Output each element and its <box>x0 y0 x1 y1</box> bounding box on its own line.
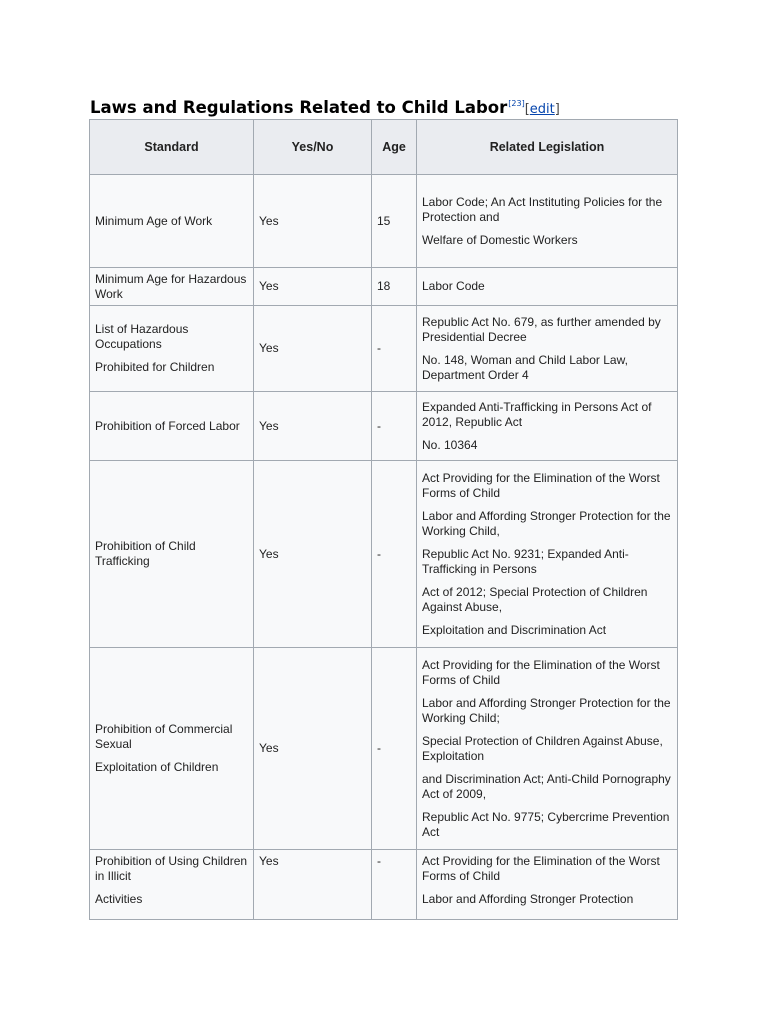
legislation-cell-line: No. 10364 <box>422 437 478 452</box>
legislation-cell-line: Act Providing for the Elimination of the Worst Forms of Child <box>422 657 660 687</box>
table-row <box>90 850 678 920</box>
legislation-cell <box>417 461 678 648</box>
column-header-age: Age <box>372 120 417 175</box>
yes-no-cell: Yes <box>254 268 372 306</box>
table-header-row <box>90 120 678 175</box>
yes-no-cell: Yes <box>254 461 372 648</box>
yes-no-cell: Yes <box>254 306 372 392</box>
legislation-cell-line: Labor Code <box>422 279 485 293</box>
standard-cell <box>90 461 254 648</box>
yes-no-cell: Yes <box>254 392 372 461</box>
standard-cell-line: Prohibition of Child Trafficking <box>95 539 196 568</box>
section-heading <box>90 98 560 117</box>
edit-section: [edit] <box>524 102 560 117</box>
standard-cell <box>90 648 254 850</box>
table-row <box>90 392 678 461</box>
table-row <box>90 306 678 392</box>
legislation-cell <box>417 850 678 920</box>
yes-no-cell: Yes <box>254 850 372 920</box>
legislation-cell-line: Welfare of Domestic Workers <box>422 232 578 247</box>
legislation-cell-line: Labor and Affording Stronger Protection for the Working Child, <box>422 508 671 538</box>
standard-cell <box>90 268 254 306</box>
legislation-cell <box>417 268 678 306</box>
reference-link[interactable]: [23] <box>508 99 525 108</box>
legislation-cell-line: Expanded Anti-Trafficking in Persons Act of 2012, Republic Act <box>422 399 652 429</box>
child-labor-laws-table <box>89 119 678 920</box>
age-cell: - <box>372 392 417 461</box>
standard-cell <box>90 392 254 461</box>
legislation-cell-line: Labor Code; An Act Instituting Policies for the Protection and <box>422 194 663 224</box>
standard-cell-line: Minimum Age for Hazardous Work <box>95 271 247 301</box>
column-header-related-legislation: Related Legislation <box>417 120 678 175</box>
yes-no-cell: Yes <box>254 175 372 268</box>
legislation-cell-line: No. 148, Woman and Child Labor Law, Department Order 4 <box>422 352 628 382</box>
legislation-cell <box>417 306 678 392</box>
age-cell: - <box>372 461 417 648</box>
legislation-cell <box>417 392 678 461</box>
standard-cell <box>90 306 254 392</box>
legislation-cell-line: Labor and Affording Stronger Protection <box>422 892 634 906</box>
standard-cell-line: Prohibited for Children <box>95 360 215 374</box>
legislation-cell <box>417 175 678 268</box>
legislation-cell-line: and Discrimination Act; Anti-Child Pornography Act of 2009, <box>422 771 671 801</box>
age-cell: 18 <box>372 268 417 306</box>
column-header-yes-no: Yes/No <box>254 120 372 175</box>
age-cell: 15 <box>372 175 417 268</box>
table-row <box>90 648 678 850</box>
legislation-cell-line: Republic Act No. 679, as further amended by Presidential Decree <box>422 314 661 344</box>
edit-link[interactable]: edit <box>529 102 555 117</box>
yes-no-cell: Yes <box>254 648 372 850</box>
legislation-cell-line: Exploitation and Discrimination Act <box>422 622 607 637</box>
legislation-cell <box>417 648 678 850</box>
section-title: Laws and Regulations Related to Child Labor <box>90 98 508 117</box>
legislation-cell-line: Act Providing for the Elimination of the Worst Forms of Child <box>422 470 660 500</box>
standard-cell <box>90 850 254 920</box>
legislation-cell-line: Republic Act No. 9231; Expanded Anti-Trafficking in Persons <box>422 546 629 576</box>
standard-cell-line: List of Hazardous Occupations <box>95 322 189 351</box>
standard-cell-line: Minimum Age of Work <box>95 213 213 228</box>
age-cell: - <box>372 306 417 392</box>
standard-cell <box>90 175 254 268</box>
standard-cell-line: Prohibition of Using Children in Illicit <box>95 854 248 883</box>
standard-cell-line: Activities <box>95 892 143 906</box>
standard-cell-line: Prohibition of Commercial Sexual <box>95 722 233 751</box>
table-row <box>90 268 678 306</box>
standard-cell-line: Exploitation of Children <box>95 760 219 774</box>
age-cell: - <box>372 648 417 850</box>
age-cell: - <box>372 850 417 920</box>
column-header-standard: Standard <box>90 120 254 175</box>
legislation-cell-line: Labor and Affording Stronger Protection for the Working Child; <box>422 695 671 725</box>
legislation-cell-line: Act Providing for the Elimination of the Worst Forms of Child <box>422 854 660 883</box>
legislation-cell-line: Republic Act No. 9775; Cybercrime Prevention Act <box>422 809 670 839</box>
legislation-cell-line: Act of 2012; Special Protection of Children Against Abuse, <box>422 584 648 614</box>
table-row <box>90 175 678 268</box>
standard-cell-line: Prohibition of Forced Labor <box>95 418 240 433</box>
legislation-cell-line: Special Protection of Children Against Abuse, Exploitation <box>422 733 663 763</box>
table-row <box>90 461 678 648</box>
